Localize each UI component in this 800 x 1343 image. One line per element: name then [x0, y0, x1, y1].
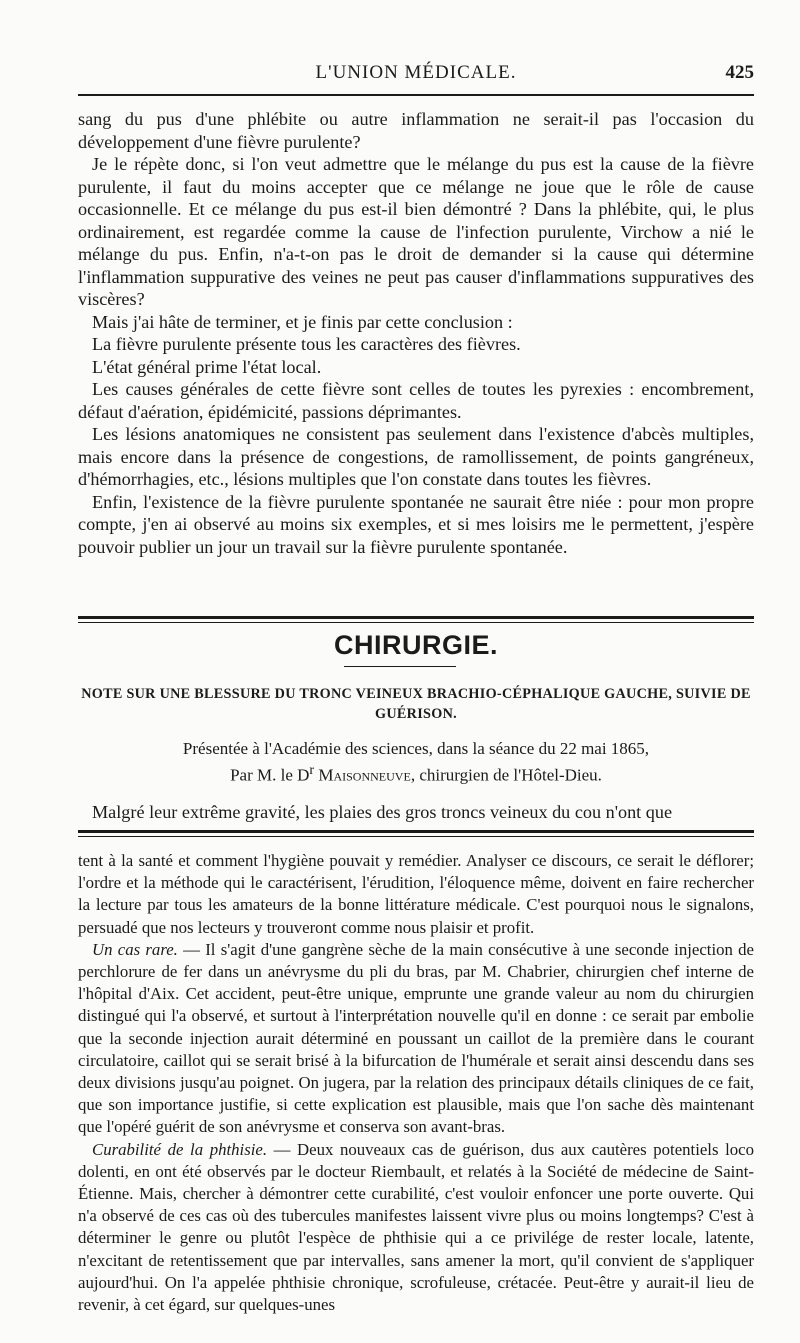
header-rule	[78, 94, 754, 96]
author-prefix: Par M. le D	[230, 765, 310, 785]
bottom-article-text	[78, 850, 754, 1316]
surgery-text	[78, 801, 754, 824]
page-number: 425	[725, 62, 754, 83]
section-title-underline	[344, 666, 456, 667]
lead-in: Curabilité de la phthisie.	[92, 1139, 268, 1159]
author-sup: r	[309, 762, 315, 778]
lead-in: Un cas rare.	[92, 939, 178, 959]
separator-rule-thin	[78, 836, 754, 837]
paragraph: Mais j'ai hâte de terminer, et je finis par cette conclusion :	[92, 311, 513, 332]
author-line	[78, 762, 754, 786]
note-title: NOTE SUR UNE BLESSURE DU TRONC VEINEUX BRACHIO-CÉPHALIQUE GAUCHE, SUIVIE DE GUÉRISON.	[81, 686, 751, 722]
top-article-text	[78, 108, 754, 558]
paragraph-text: tent à la santé et comment l'hygiène pouvait y remédier. Analyser ce discours, ce serait le déflorer; l'ordre et la méthode qui le caractérisent, l'érudition, l'éloquence même, doivent en faire rechercher la lecture par tous les amateurs de la bonne littérature médicale. C'est pourquoi nous le signalons, persuadé que nos lecteurs y trouveront comme nous plaisir et profit.	[78, 851, 754, 937]
author-name: Maisonneuve	[318, 765, 411, 785]
paragraph-text: — Deux nouveaux cas de guérison, dus aux cautères potentiels loco dolenti, en ont été observés par le docteur Riembault, et relatés à la Société de médecine de Saint-Étienne. Mais, chercher à démontrer cette curabilité, c'est vouloir enfoncer une porte ouverte. Qui n'a observé de ces cas où des tubercules manifestes laissent vivre plus ou moins longtemps? C'est à déterminer le genre ou plutôt l'espèce de phthisie qui a ce privilége de rester locale, latente, n'excitant de retentissement que par intervalles, sans amener la mort, qu'il convient de s'appliquer aujourd'hui. On l'a appelée phthisie chronique, scrofuleuse, crétacée. Peut-être y aurait-il lieu de revenir, à cet égard, sur quelques-unes	[78, 1139, 754, 1315]
paragraph	[78, 1139, 754, 1317]
section-rule-thin	[78, 622, 754, 623]
first-line: Malgré leur extrême gravité, les plaies des gros troncs veineux du cou n'ont que	[92, 802, 673, 822]
paragraph: La fièvre purulente présente tous les caractères des fièvres.	[92, 334, 521, 354]
section-title: CHIRURGIE.	[333, 630, 498, 660]
paragraph: Les causes générales de cette fièvre sont celles de toutes les pyrexies : encombrement, défaut d'aération, épidémicité, passions déprimantes.	[78, 379, 754, 422]
paragraph	[78, 850, 754, 939]
paragraph: L'état général prime l'état local.	[92, 356, 322, 377]
running-head	[78, 60, 754, 86]
paragraph: sang du pus d'une phlébite ou autre inflammation ne serait-il pas l'occasion du développement d'une fièvre purulente?	[78, 109, 754, 152]
paragraph-text: — Il s'agit d'une gangrène sèche de la main consécutive à une seconde injection de perchlorure de fer dans un anévrysme du pli du bras, par M. Chabrier, chirurgien chef interne de l'hôpital d'Aix. Cet accident, peut-être unique, emprunte une grande valeur au nom du chirurgien distingué qui l'a observé, et surtout à l'interprétation nouvelle qu'il en donne : ce serait par embolie que la seconde injection aurait déterminé en poussant un caillot de la première dans le courant circulatoire, caillot qui se serait brisé à la bifurcation de l'humérale et serait ainsi descendu dans ses deux divisions jusqu'au poignet. On jugera, par la relation des principaux détails cliniques de ce fait, que son importance justifie, si cette explication est plausible, mais que l'on sache dès maintenant que l'opéré guérit de son anévrysme et conserva son avant-bras.	[78, 939, 754, 1137]
paragraph: Enfin, l'existence de la fièvre purulente spontanée ne saurait être niée : pour mon propre compte, j'en ai observé au moins six exemples, et si mes loisirs me le permettent, j'espère pouvoir publier un jour un travail sur la fièvre purulente spontanée.	[78, 491, 754, 557]
separator-rule-thick	[78, 830, 754, 833]
section-rule-thick	[78, 616, 754, 619]
author-suffix: , chirurgien de l'Hôtel-Dieu.	[410, 765, 602, 785]
paragraph: Les lésions anatomiques ne consistent pas seulement dans l'existence d'abcès multiples, mais encore dans la présence de congestions, de ramollissement, de points gangréneux, d'hémorrhagies, etc., lésions multiples que l'on constate dans toutes les fièvres.	[78, 424, 754, 489]
paragraph: Je le répète donc, si l'on veut admettre que le mélange du pus est la cause de la fièvre purulente, il faut du moins accepter que ce mélange ne joue que le rôle de cause occasionnelle. Et ce mélange du pus est-il bien démontré ? Dans la phlébite, qui, le plus ordinairement, est regardée comme la cause de l'infection purulente, Virchow a nié le mélange du pus. Enfin, n'a-t-on pas le droit de demander si la cause qui détermine l'inflammation suppurative des veines ne peut pas causer d'inflammations suppuratives des viscères?	[78, 154, 754, 309]
running-title: L'UNION MÉDICALE.	[315, 62, 517, 83]
presentation-line: Présentée à l'Académie des sciences, dans la séance du 22 mai 1865,	[182, 739, 650, 758]
paragraph	[78, 939, 754, 1139]
